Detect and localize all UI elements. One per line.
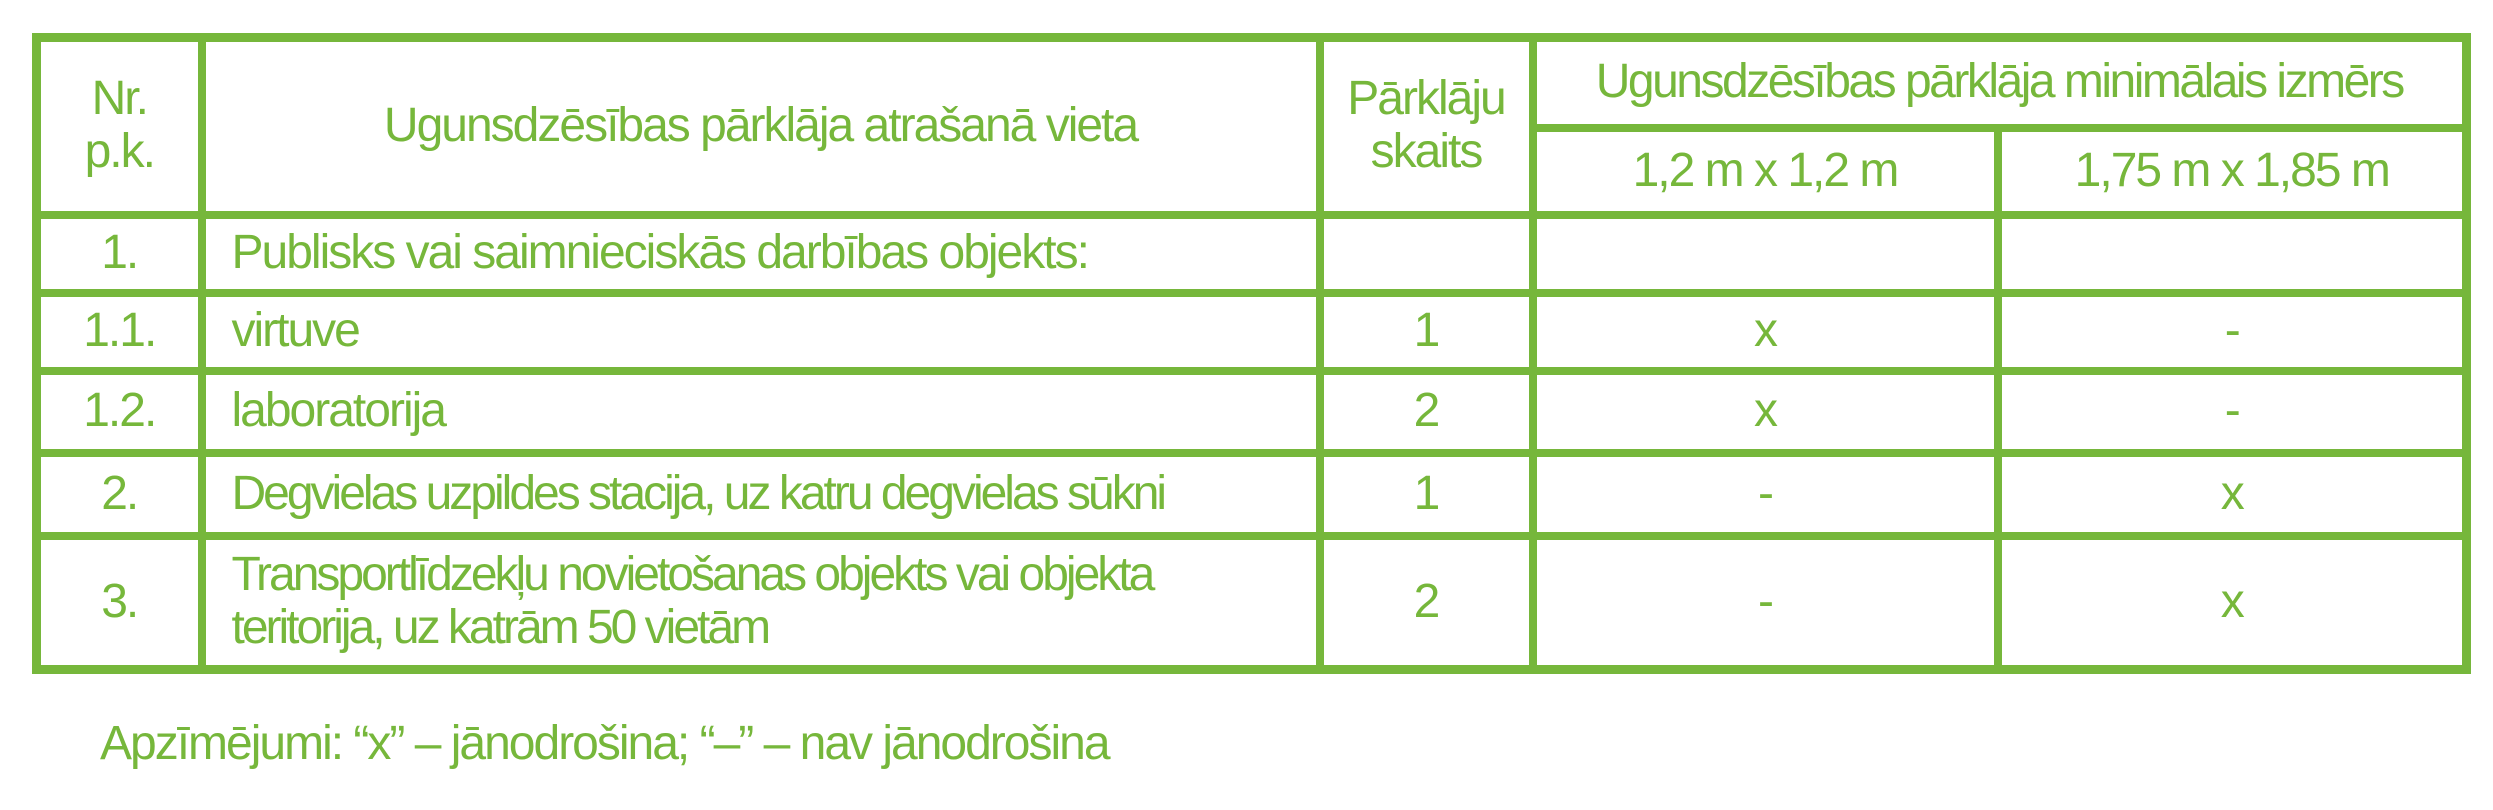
- table-row: [37, 371, 2467, 453]
- row-1-2-size-small: x: [1533, 371, 1998, 453]
- row-2-size-small: -: [1533, 453, 1998, 536]
- col-header-count: [1320, 38, 1533, 215]
- col-header-nr-line2: p.k.: [84, 125, 154, 179]
- row-2-location: Degvielas uzpildes stacija, uz katru degvielas sūkni: [202, 453, 1320, 536]
- row-1-1-size-small: x: [1533, 293, 1998, 371]
- table-body: [37, 215, 2467, 670]
- row-1-nr: 1.: [37, 215, 202, 293]
- row-1-2-nr: 1.2.: [37, 371, 202, 453]
- row-1-size-large: [1998, 215, 2467, 293]
- row-3-location: Transportlīdzekļu novietošanas objekts vai objekta teritorija, uz katrām 50 vietām: [202, 536, 1320, 670]
- table-row: [37, 453, 2467, 536]
- col-header-count-line1: Pārklāju: [1347, 72, 1505, 126]
- legend-text: Apzīmējumi: “x” – jānodrošina; “–” – nav jānodrošina: [100, 717, 1109, 770]
- col-header-nr-line1: Nr.: [91, 72, 147, 126]
- row-2-nr: 2.: [37, 453, 202, 536]
- row-1-2-count: 2: [1320, 371, 1533, 453]
- row-3-size-large: x: [1998, 536, 2467, 670]
- col-header-size-small: 1,2 m x 1,2 m: [1533, 128, 1998, 215]
- table-row: [37, 293, 2467, 371]
- row-3-nr: 3.: [37, 536, 202, 670]
- col-header-size-large: 1,75 m x 1,85 m: [1998, 128, 2467, 215]
- row-3-count: 2: [1320, 536, 1533, 670]
- table-header: [37, 38, 2467, 215]
- header-row-1: [37, 38, 2467, 128]
- row-1-2-location: laboratorija: [202, 371, 1320, 453]
- row-2-count: 1: [1320, 453, 1533, 536]
- row-1-count: [1320, 215, 1533, 293]
- row-1-2-size-large: -: [1998, 371, 2467, 453]
- col-header-size-group: Ugunsdzēsības pārklāja minimālais izmērs: [1533, 38, 2467, 128]
- table-row: [37, 215, 2467, 293]
- row-1-1-count: 1: [1320, 293, 1533, 371]
- row-1-1-nr: 1.1.: [37, 293, 202, 371]
- col-header-nr-pk: [37, 38, 202, 215]
- row-1-1-size-large: -: [1998, 293, 2467, 371]
- col-header-location: Ugunsdzēsības pārklāja atrašanā vieta: [202, 38, 1320, 215]
- row-1-size-small: [1533, 215, 1998, 293]
- row-1-location: Publisks vai saimnieciskās darbības objekts:: [202, 215, 1320, 293]
- row-3-size-small: -: [1533, 536, 1998, 670]
- row-2-size-large: x: [1998, 453, 2467, 536]
- row-1-1-location: virtuve: [202, 293, 1320, 371]
- fire-blanket-requirements-table: [32, 33, 2471, 674]
- table-row: [37, 536, 2467, 670]
- col-header-count-line2: skaits: [1370, 125, 1482, 179]
